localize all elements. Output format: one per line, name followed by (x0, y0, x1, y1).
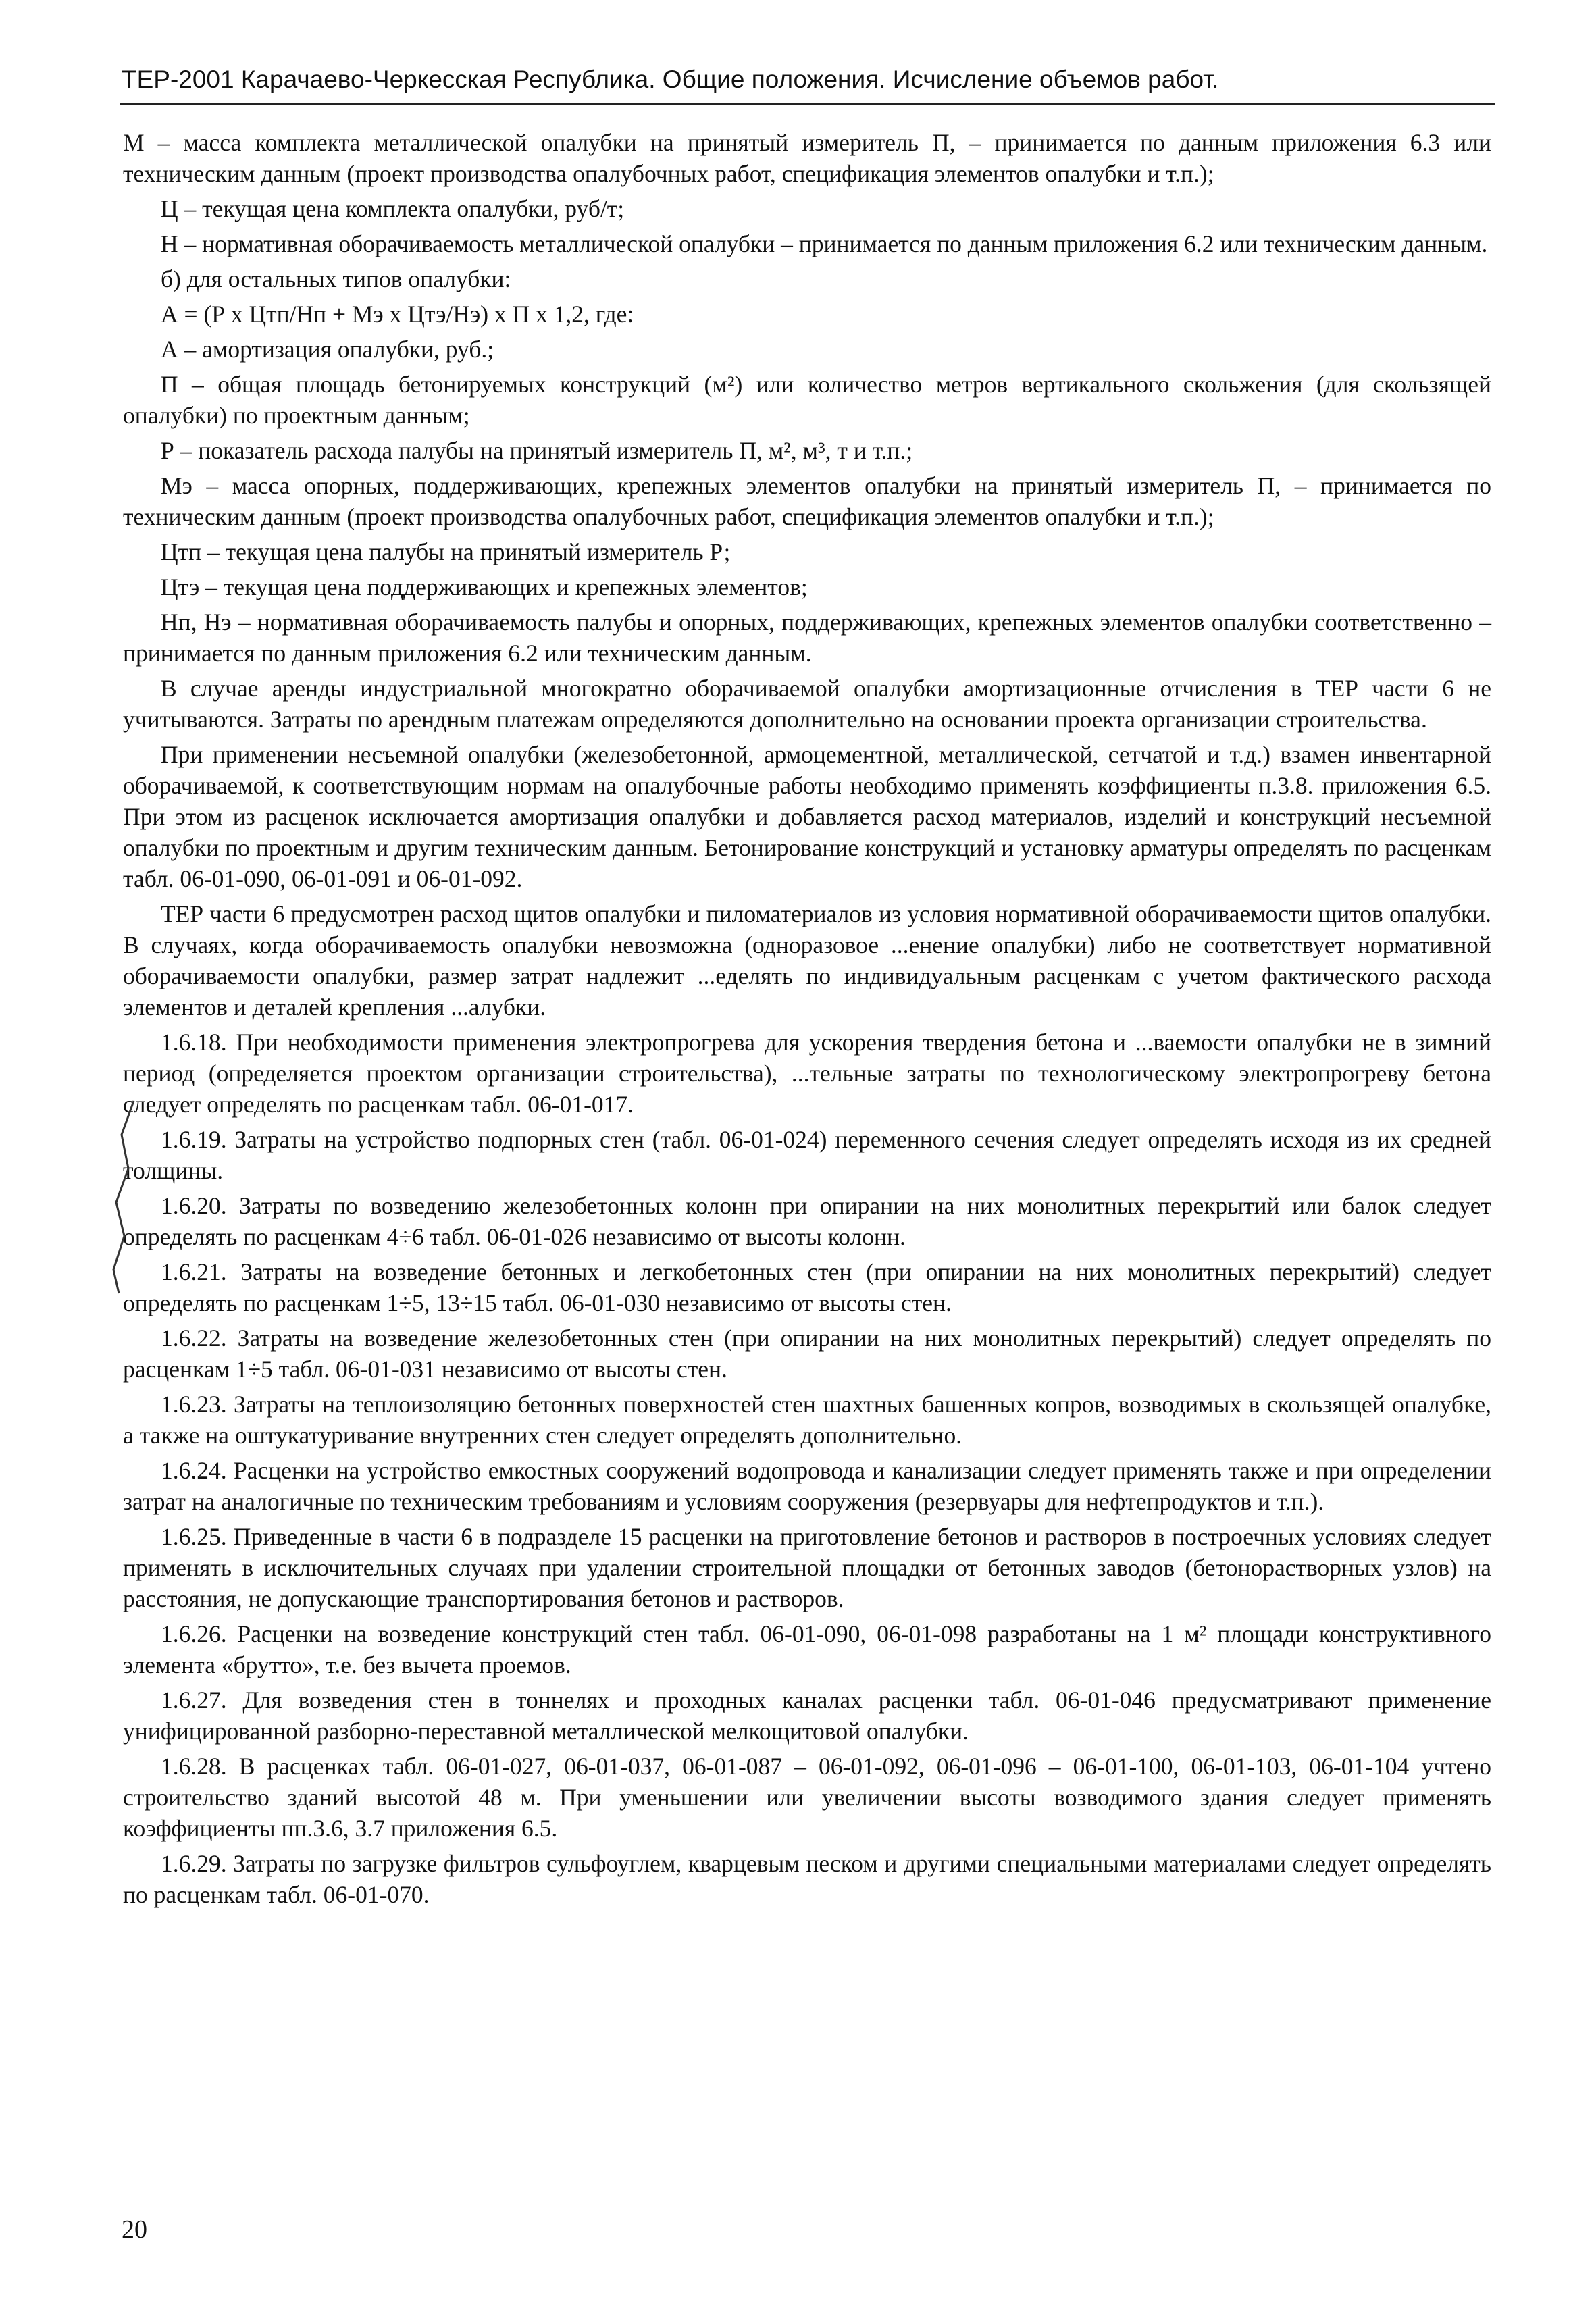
paragraph-me: Мэ – масса опорных, поддерживающих, крепежных элементов опалубки на принятый измеритель П, – принимается по техническим данным (проект производства опалубочных работ, спецификация элементов опалубки и т.п.); (123, 472, 1491, 530)
page-tear-mark (101, 1094, 142, 1297)
clause-1-6-26: 1.6.26. Расценки на возведение конструкций стен табл. 06-01-090, 06-01-098 разработаны на 1 м² площади конструктивного элемента «брутто», т.е. без вычета проемов. (123, 1620, 1491, 1678)
header-rule (120, 103, 1495, 105)
clause-1-6-20: 1.6.20. Затраты по возведению железобетонных колонн при опирании на них монолитных перекрытий или балок следует определять по расценкам 4÷6 табл. 06-01-026 независимо от высоты колонн. (123, 1192, 1491, 1250)
paragraph-np-ne: Нп, Нэ – нормативная оборачиваемость палубы и опорных, поддерживающих, крепежных элементов опалубки соответственно – принимается по данным приложения 6.2 или техническим данным. (123, 609, 1491, 667)
paragraph-formwork-boards: ТЕР части 6 предусмотрен расход щитов опалубки и пиломатериалов из условия нормативной оборачиваемости щитов опалубки. В случаях, когда оборачиваемость опалубки невозможна (одноразовое ...енение опалубки) либо не соответствует нормативной оборачиваемости опалубки, размер затрат надлежит ...еделять по индивидуальным расценкам с учетом фактического расхода элементов и деталей крепления ...алубки. (123, 900, 1491, 1021)
clause-1-6-28: 1.6.28. В расценках табл. 06-01-027, 06-01-037, 06-01-087 – 06-01-092, 06-01-096 – 06-01-100, 06-01-103, 06-01-104 учтено строительство зданий высотой 48 м. При уменьшении или увеличении высоты возводимого здания следует применять коэффициенты пп.3.6, 3.7 приложения 6.5. (123, 1753, 1491, 1842)
formula: А = (Р х Цтп/Нп + Мэ х Цтэ/Нэ) х П х 1,2, где: (161, 301, 634, 328)
paragraph-p: П – общая площадь бетонируемых конструкций (м²) или количество метров вертикального скольжения (для скользящей опалубки) по проектным данным; (123, 371, 1491, 429)
clause-1-6-24: 1.6.24. Расценки на устройство емкостных сооружений водопровода и канализации следует применять также и при определении затрат на аналогичные по техническим требованиям и условиям сооружения (резервуары для нефтепродуктов и т.п.). (123, 1457, 1491, 1515)
paragraph-m: М – масса комплекта металлической опалубки на принятый измеритель П, – принимается по данным приложения 6.3 или техническим данным (проект производства опалубочных работ, спецификация элементов опалубки и т.п.); (123, 129, 1491, 187)
paragraph-fixed-formwork: При применении несъемной опалубки (железобетонной, армоцементной, металлической, сетчатой и т.д.) взамен инвентарной оборачиваемой, к соответствующим нормам на опалубочные работы необходимо применять коэффициенты п.3.8. приложения 6.5. При этом из расценок исключается амортизация опалубки и добавляется расход материалов, изделий и конструкций несъемной опалубки по проектным и другим техническим данным. Бетонирование конструкций и установку арматуры определять по расценкам табл. 06-01-090, 06-01-091 и 06-01-092. (123, 741, 1491, 892)
page-body (123, 127, 1491, 1914)
clause-1-6-21: 1.6.21. Затраты на возведение бетонных и легкобетонных стен (при опирании на них монолитных перекрытий) следует определять по расценкам 1÷5, 13÷15 табл. 06-01-030 независимо от высоты стен. (123, 1258, 1491, 1316)
page-number: 20 (122, 2215, 147, 2244)
paragraph-b: б) для остальных типов опалубки: (161, 265, 511, 292)
paragraph-ctp: Цтп – текущая цена палубы на принятый измеритель Р; (161, 538, 731, 565)
paragraph-c: Ц – текущая цена комплекта опалубки, руб/т; (161, 195, 625, 222)
clause-1-6-19: 1.6.19. Затраты на устройство подпорных стен (табл. 06-01-024) переменного сечения следует определять исходя из их средней толщины. (123, 1126, 1491, 1184)
clause-1-6-27: 1.6.27. Для возведения стен в тоннелях и проходных каналах расценки табл. 06-01-046 предусматривают применение унифицированной разборно-переставной металлической мелкощитовой опалубки. (123, 1687, 1491, 1745)
clause-1-6-23: 1.6.23. Затраты на теплоизоляцию бетонных поверхностей стен шахтных башенных копров, возводимых в скользящей опалубке, а также на оштукатуривание внутренних стен следует определять дополнительно. (123, 1391, 1491, 1449)
paragraph-n: Н – нормативная оборачиваемость металлической опалубки – принимается по данным приложения 6.2 или техническим данным. (161, 230, 1488, 257)
clause-1-6-25: 1.6.25. Приведенные в части 6 в подразделе 15 расценки на приготовление бетонов и растворов в построечных условиях следует применять в исключительных случаях при удалении строительной площадки от бетонных заводов (бетонорастворных узлов) на расстояния, не допускающие транспортирования бетонов и растворов. (123, 1523, 1491, 1612)
clause-1-6-22: 1.6.22. Затраты на возведение железобетонных стен (при опирании на них монолитных перекрытий) следует определять по расценкам 1÷5 табл. 06-01-031 независимо от высоты стен. (123, 1325, 1491, 1383)
paragraph-cte: Цтэ – текущая цена поддерживающих и крепежных элементов; (161, 573, 808, 600)
page-header: ТЕР-2001 Карачаево-Черкесская Республика. Общие положения. Исчисление объемов работ. (122, 66, 1219, 93)
paragraph-rent: В случае аренды индустриальной многократно оборачиваемой опалубки амортизационные отчисления в ТЕР части 6 не учитываются. Затраты по арендным платежам определяются дополнительно на основании проекта организации строительства. (123, 675, 1491, 733)
paragraph-a: А – амортизация опалубки, руб.; (161, 336, 494, 363)
clause-1-6-29: 1.6.29. Затраты по загрузке фильтров сульфоуглем, кварцевым песком и другими специальными материалами следует определять по расценкам табл. 06-01-070. (123, 1850, 1491, 1908)
clause-1-6-18: 1.6.18. При необходимости применения электропрогрева для ускорения твердения бетона и ...ваемости опалубки не в зимний период (определяется проектом организации строительства), ...тельные затраты по технологическому электропрогреву бетона следует определять по расценкам табл. 06-01-017. (123, 1029, 1491, 1118)
paragraph-r: Р – показатель расхода палубы на принятый измеритель П, м², м³, т и т.п.; (161, 437, 913, 464)
